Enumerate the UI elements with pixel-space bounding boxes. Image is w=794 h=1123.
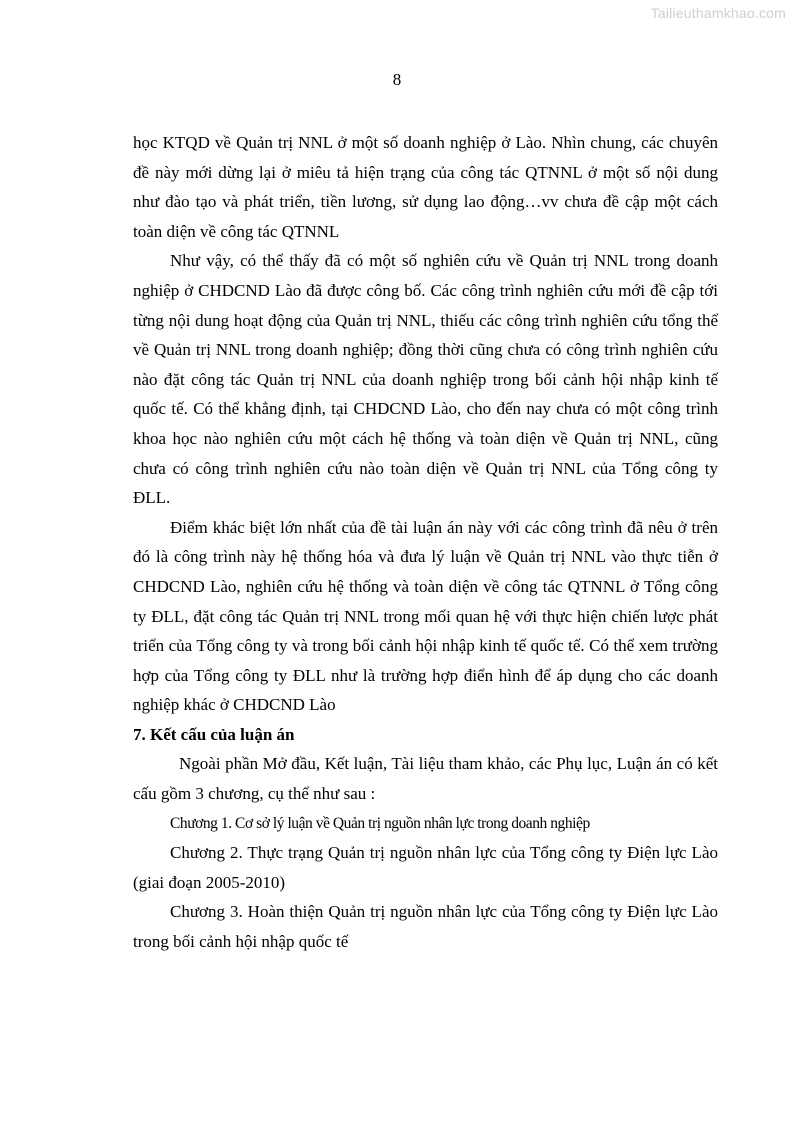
- chapter-item: Chương 2. Thực trạng Quản trị nguồn nhân lực của Tổng công ty Điện lực Lào (giai đoạn 2005-2010): [133, 843, 718, 892]
- section-heading: 7. Kết cấu của luận án: [133, 724, 295, 744]
- paragraph: Điểm khác biệt lớn nhất của đề tài luận án này với các công trình đã nêu ở trên đó là công trình này hệ thống hóa và đưa lý luận về Quản trị NNL vào thực tiễn ở CHDCND Lào, nghiên cứu hệ thống và toàn diện về công tác QTNNL ở Tổng công ty ĐLL, đặt công tác Quản trị NNL trong mối quan hệ với thực hiện chiến lược phát triển của Tổng công ty và trong bối cảnh hội nhập kinh tế quốc tế. Có thể xem trường hợp của Tổng công ty ĐLL như là trường hợp điển hình để áp dụng cho các doanh nghiệp khác ở CHDCND Lào: [133, 517, 718, 715]
- section-intro: Ngoài phần Mở đầu, Kết luận, Tài liệu tham khảo, các Phụ lục, Luận án có kết cấu gồm 3 chương, cụ thể như sau :: [133, 754, 718, 804]
- paragraph: Như vậy, có thể thấy đã có một số nghiên cứu về Quản trị NNL trong doanh nghiệp ở CHDCND Lào đã được công bố. Các công trình nghiên cứu mới đề cập tới từng nội dung hoạt động của Quản trị NNL, thiếu các công trình nghiên cứu tổng thể về Quản trị NNL trong doanh nghiệp; đồng thời cũng chưa có công trình nghiên cứu nào đặt công tác Quản trị NNL của doanh nghiệp trong bối cảnh hội nhập kinh tế quốc tế. Có thể khẳng định, tại CHDCND Lào, cho đến nay chưa có một công trình khoa học nào nghiên cứu một cách hệ thống và toàn diện về Quản trị NNL, cũng chưa có công trình nghiên cứu nào toàn diện về Quản trị NNL của Tổng công ty ĐLL.: [133, 251, 718, 508]
- document-body: [133, 128, 718, 957]
- page-number: 8: [392, 70, 402, 89]
- watermark: Tailieuthamkhao.com: [650, 5, 786, 21]
- chapter-item: Chương 3. Hoàn thiện Quản trị nguồn nhân lực của Tổng công ty Điện lực Lào trong bối cảnh hội nhập quốc tế: [133, 902, 718, 952]
- paragraph: học KTQD về Quản trị NNL ở một số doanh nghiệp ở Lào. Nhìn chung, các chuyên đề này mới dừng lại ở miêu tả hiện trạng của công tác QTNNL ở một số nội dung như đào tạo và phát triển, tiền lương, sử dụng lao động…vv chưa đề cập một cách toàn diện về công tác QTNNL: [133, 133, 718, 241]
- chapter-item: Chương 1. Cơ sở lý luận về Quản trị nguồn nhân lực trong doanh nghiệp: [170, 814, 590, 832]
